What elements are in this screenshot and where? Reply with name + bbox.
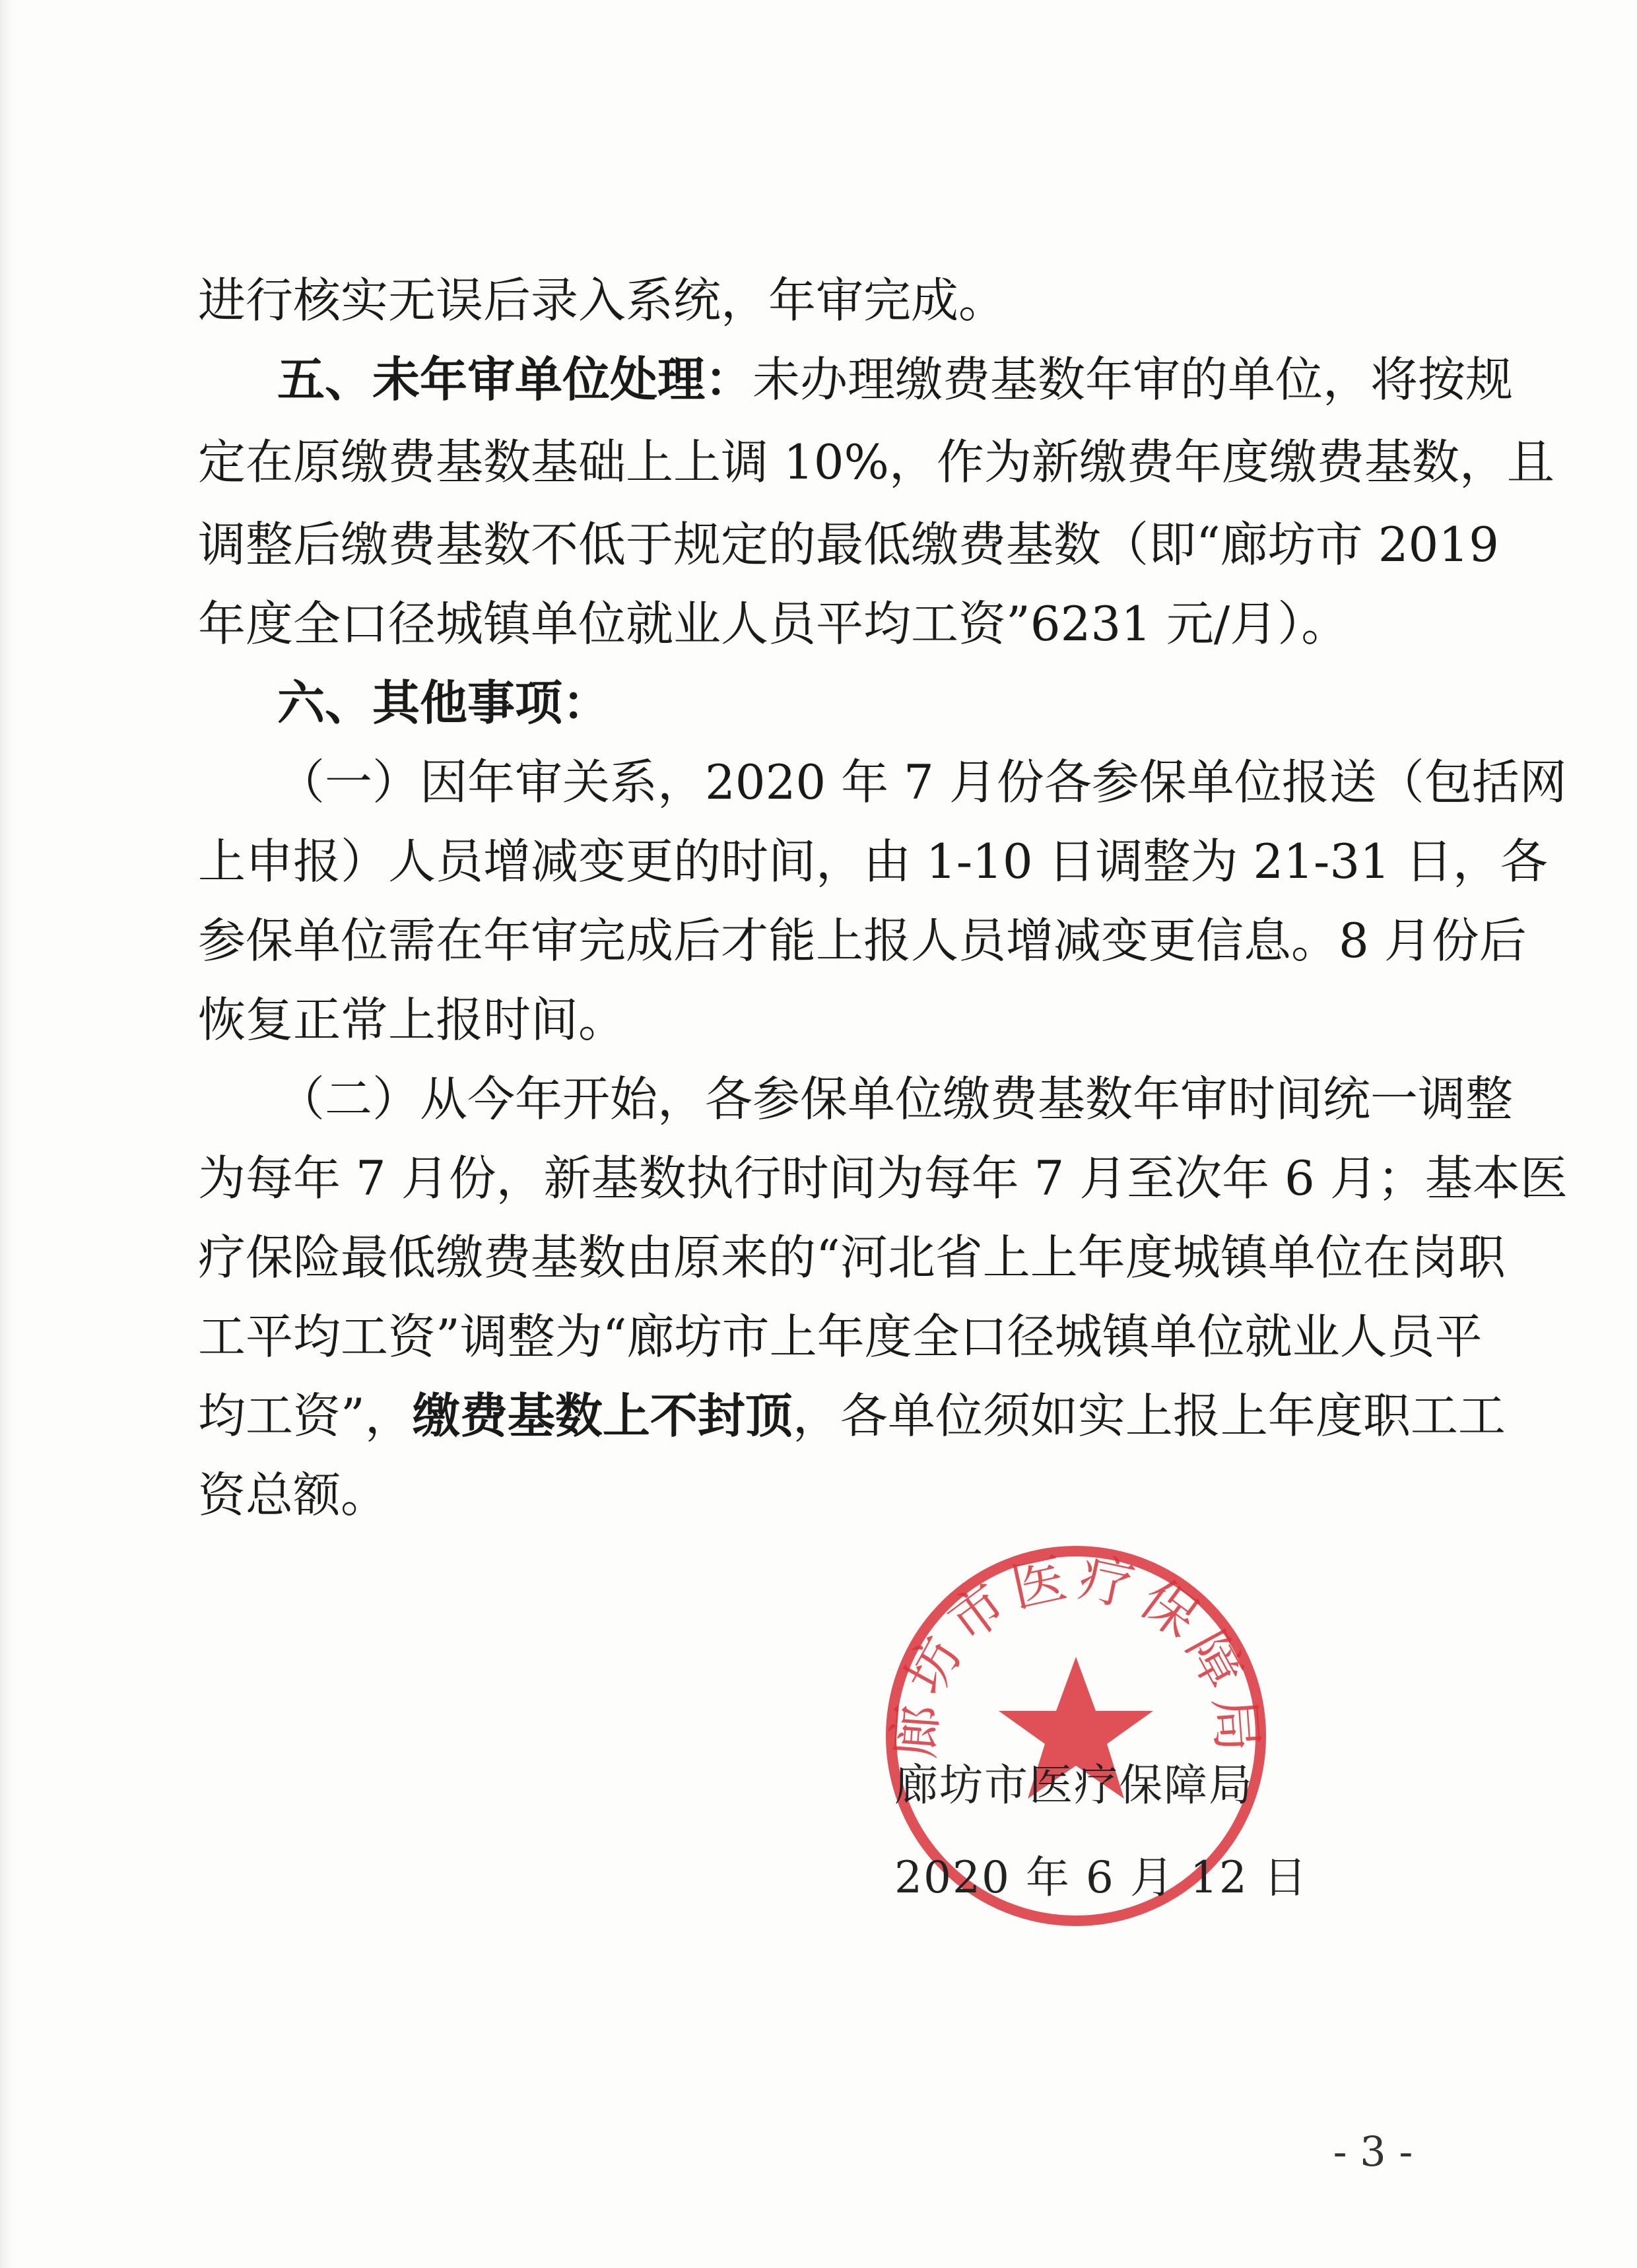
- body-line-5: （一）因年审关系，2020 年 7 月份各参保单位报送（包括网: [277, 754, 1567, 810]
- seal-text: 廊坊市医疗保障局: [883, 1546, 1269, 1761]
- section-5-heading: 五、未年审单位处理：: [277, 352, 753, 407]
- section-6-heading: 六、其他事项：: [277, 675, 611, 731]
- body-line-13-end: ，各单位须如实上报上年度职工工: [792, 1388, 1506, 1444]
- bold-phrase-no-cap: 缴费基数上不封顶: [412, 1388, 793, 1444]
- page-number: - 3 -: [1333, 2127, 1413, 2176]
- body-line-8: 恢复正常上报时间。: [198, 992, 626, 1048]
- issue-date: 2020 年 6 月 12 日: [894, 1852, 1308, 1903]
- body-line-11: 疗保险最低缴费基数由原来的“河北省上上年度城镇单位在岗职: [198, 1230, 1506, 1285]
- body-line-4: 年度全口径城镇单位就业人员平均工资”6231 元/月）。: [198, 596, 1349, 651]
- body-line-2: 定在原缴费基数基础上上调 10%，作为新缴费年度缴费基数，且: [198, 434, 1554, 490]
- body-line-12: 工平均工资”调整为“廊坊市上年度全口径城镇单位就业人员平: [198, 1309, 1483, 1364]
- section-5-line: [277, 340, 1514, 419]
- body-line-9: （二）从今年开始，各参保单位缴费基数年审时间统一调整: [277, 1071, 1514, 1127]
- body-line-6: 上申报）人员增减变更的时间，由 1-10 日调整为 21-31 日，各: [198, 834, 1548, 889]
- body-line-14: 资总额。: [198, 1467, 389, 1523]
- issuer-name: 廊坊市医疗保障局: [894, 1760, 1253, 1811]
- body-line-13: [198, 1376, 1506, 1455]
- body-line-1: 进行核实无误后录入系统，年审完成。: [198, 273, 1007, 328]
- scan-edge: [0, 0, 13, 2268]
- body-line-3: 调整后缴费基数不低于规定的最低缴费基数（即“廊坊市 2019: [198, 517, 1499, 572]
- section-5-text: 未办理缴费基数年审的单位，将按规: [752, 352, 1514, 407]
- body-line-13-start: 均工资”，: [198, 1388, 413, 1444]
- body-line-7: 参保单位需在年审完成后才能上报人员增减变更信息。8 月份后: [198, 913, 1527, 968]
- body-line-10: 为每年 7 月份，新基数执行时间为每年 7 月至次年 6 月；基本医: [198, 1151, 1568, 1206]
